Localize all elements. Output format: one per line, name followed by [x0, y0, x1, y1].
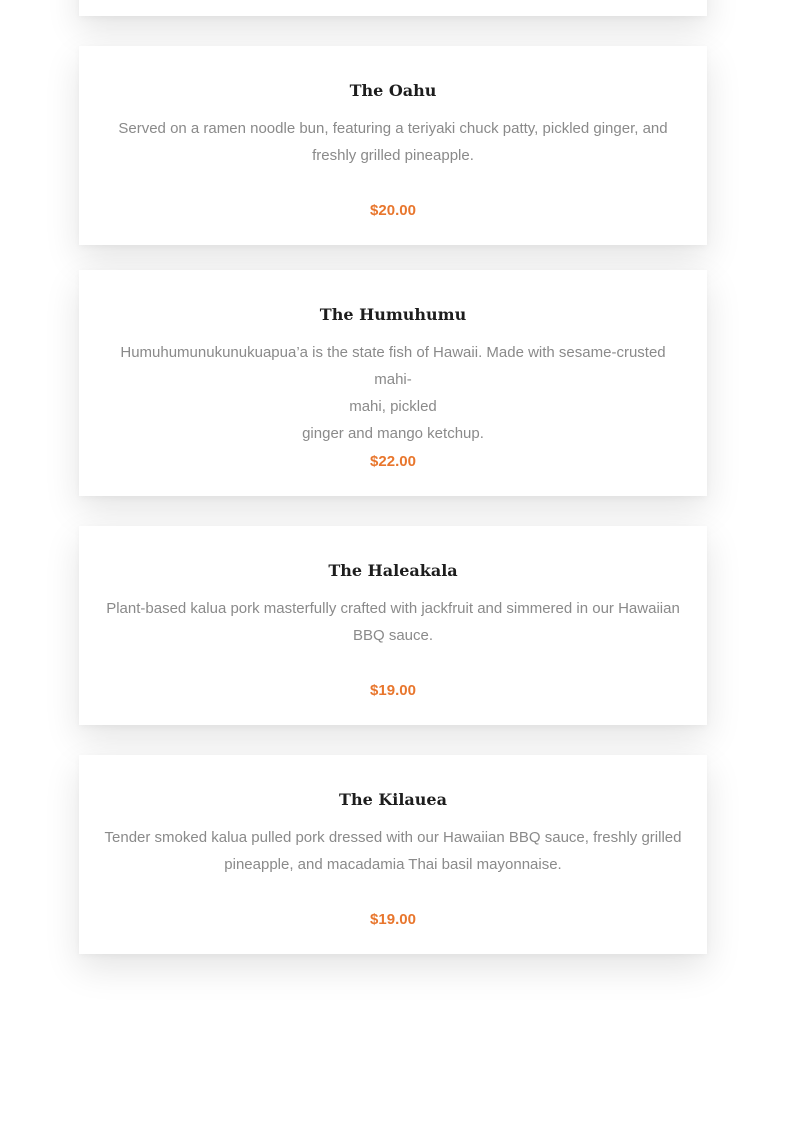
item-title: The Oahu	[349, 81, 437, 100]
item-description-line: mahi, pickled	[349, 398, 437, 415]
menu-card-humuhumu	[79, 270, 707, 496]
item-description	[103, 339, 683, 447]
item-title: The Haleakala	[328, 561, 458, 580]
item-description-line: pineapple, and macadamia Thai basil mayonnaise.	[224, 856, 562, 873]
item-title: The Humuhumu	[319, 305, 467, 324]
item-description-line: Tender smoked kalua pulled pork dressed with our Hawaiian BBQ sauce, freshly grilled	[104, 829, 682, 846]
item-price: $22.00	[370, 453, 416, 470]
item-description	[103, 595, 683, 649]
item-price: $19.00	[370, 682, 416, 699]
menu-card-previous-partial	[79, 0, 707, 16]
item-title: The Kilauea	[339, 790, 447, 809]
menu-card-oahu	[79, 46, 707, 245]
item-description-line: ginger and mango ketchup.	[302, 425, 484, 442]
item-description-line: freshly grilled pineapple.	[312, 147, 474, 164]
item-description-line: Humuhumunukunukuapua’a is the state fish of Hawaii. Made with sesame-crusted mahi-	[120, 344, 666, 388]
next-section-heading-partial	[230, 1110, 560, 1121]
item-description	[103, 115, 683, 169]
item-description-line: BBQ sauce.	[352, 627, 434, 644]
menu-card-haleakala	[79, 526, 707, 725]
item-price: $20.00	[370, 202, 416, 219]
menu-card-kilauea	[79, 755, 707, 954]
item-description-line: Served on a ramen noodle bun, featuring a teriyaki chuck patty, pickled ginger, and	[118, 120, 668, 137]
item-price: $19.00	[370, 911, 416, 928]
item-description	[103, 824, 683, 878]
item-description-line: Plant-based kalua pork masterfully crafted with jackfruit and simmered in our Hawaiian	[106, 600, 680, 617]
